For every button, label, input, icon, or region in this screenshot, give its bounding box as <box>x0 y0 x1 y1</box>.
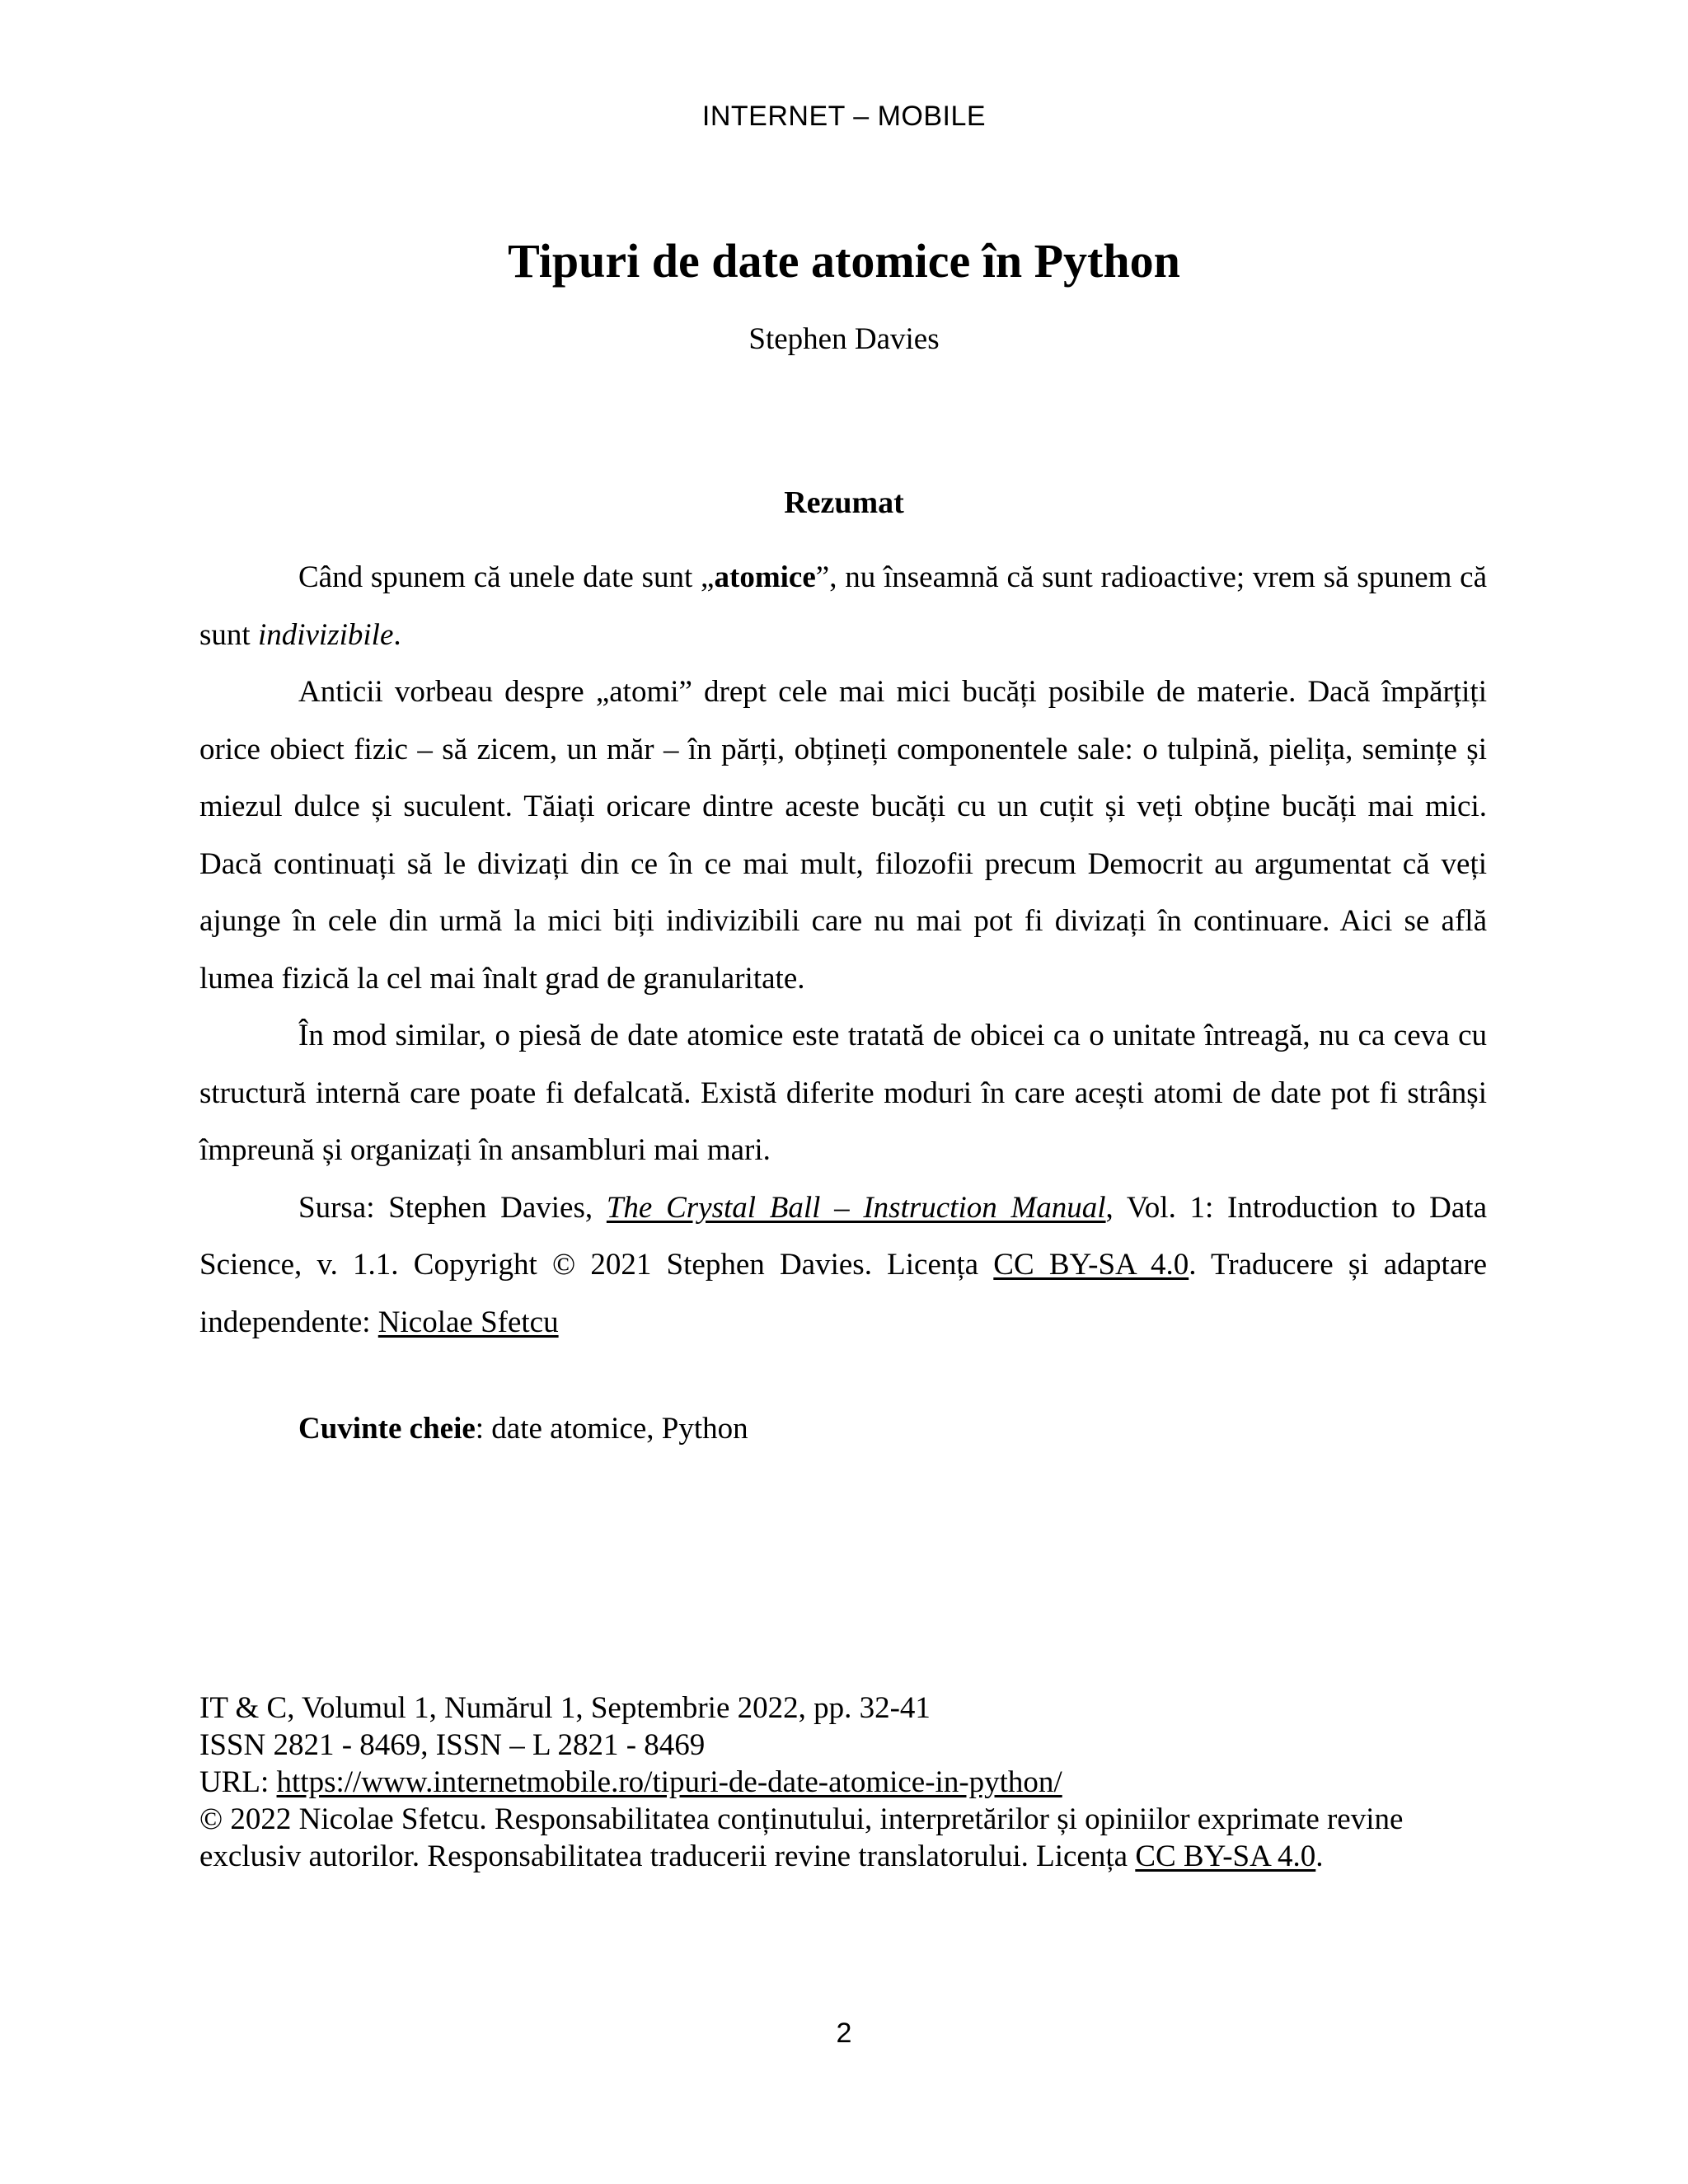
copyright-end: . <box>1315 1840 1324 1873</box>
publication-info <box>199 1690 1487 1875</box>
abstract-p1-bold-term: atomice <box>714 560 816 594</box>
abstract-p1-text-a: Când spunem că unele date sunt „ <box>298 560 715 594</box>
url-label: URL: <box>199 1765 277 1799</box>
abstract-body <box>199 549 1487 1351</box>
source-text-a: Sursa: Stephen Davies, <box>298 1190 607 1225</box>
copyright-notice <box>199 1801 1487 1875</box>
translator-link[interactable]: Nicolae Sfetcu <box>377 1305 559 1339</box>
abstract-source-paragraph <box>199 1179 1487 1352</box>
copyright-license-link[interactable]: CC BY-SA 4.0 <box>1135 1840 1316 1873</box>
abstract-p1-text-c: . <box>393 617 401 652</box>
journal-line: IT & C, Volumul 1, Numărul 1, Septembrie 2022, pp. 32-41 <box>199 1691 931 1725</box>
abstract-p1-text-b: ”, nu înseamnă că sunt radioactive; vrem să spunem că sunt <box>199 560 1488 652</box>
article-author: Stephen Davies <box>748 322 940 356</box>
source-text-b: , Vol. 1: Introduction to Data Science, v. 1.1. Copyright © 2021 Stephen Davies. Licența <box>199 1190 1487 1282</box>
source-license-link[interactable]: CC BY-SA 4.0 <box>993 1248 1189 1282</box>
article-title: Tipuri de date atomice în Python <box>508 234 1180 288</box>
keywords-label: Cuvinte cheie <box>298 1412 476 1446</box>
abstract-paragraph-2: Anticii vorbeau despre „atomi” drept cele mai mici bucăți posibile de materie. Dacă împărțiți orice obiect fizic – să zicem, un măr – în părți, obțineți componentele sale: o tulpină, pielița, semințe și miezul dulce și suculent. Tăiați oricare dintre aceste bucăți cu un cuțit și veți obține bucăți mai mici. Dacă continuați să le divizați din ce în ce mai mult, filozofii precum Democrit au argumentat că veți ajunge în cele din urmă la mici biți indivizibili care nu mai pot fi divizați în continuare. Aici se află lumea fizică la cel mai înalt grad de granularitate. <box>199 675 1487 996</box>
page-number: 2 <box>836 2018 852 2049</box>
keywords-value: : date atomice, Python <box>475 1412 748 1446</box>
article-url-link[interactable]: https://www.internetmobile.ro/tipuri-de-date-atomice-in-python/ <box>276 1765 1062 1799</box>
url-line <box>199 1764 1487 1801</box>
copyright-text: © 2022 Nicolae Sfetcu. Responsabilitatea conținutului, interpretărilor și opiniilor exprimate revine exclusiv autorilor. Responsabilitatea traducerii revine translatorului. Licența <box>199 1802 1404 1873</box>
abstract-paragraph-1 <box>199 549 1487 663</box>
book-title-link[interactable] <box>607 1191 1106 1225</box>
running-header: INTERNET – MOBILE <box>701 101 987 132</box>
book-title: The Crystal Ball – Instruction Manual <box>606 1190 1106 1225</box>
abstract-paragraph-3: În mod similar, o piesă de date atomice este tratată de obicei ca o unitate întreagă, nu ca ceva cu structură internă care poate fi defalcată. Există diferite moduri în care acești atomi de date pot fi strânși împreună și organizați în ansambluri mai mari. <box>199 1019 1487 1167</box>
source-text-c: . Traducere și adaptare independente: <box>199 1248 1488 1339</box>
abstract-p1-italic-term: indivizibile <box>257 617 394 652</box>
keywords <box>298 1404 748 1454</box>
abstract-heading: Rezumat <box>784 485 904 520</box>
issn-line: ISSN 2821 - 8469, ISSN – L 2821 - 8469 <box>199 1728 706 1762</box>
